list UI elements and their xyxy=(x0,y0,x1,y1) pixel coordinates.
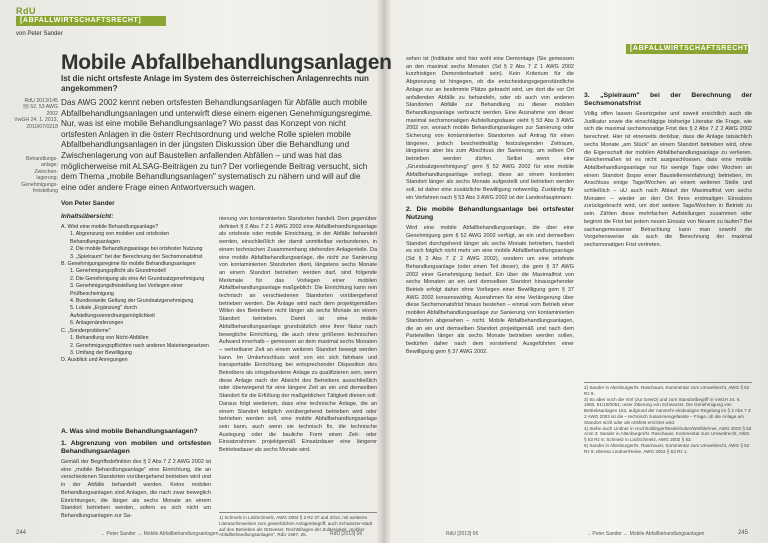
issue-footer: RdU [2013] 06 xyxy=(330,531,363,537)
column-c xyxy=(406,56,574,528)
subsection-heading: 3. „Spielraum" bei der Berechnung der Sechsmonatsfrist xyxy=(584,92,752,107)
keyword: Genehmigungs- xyxy=(21,181,58,188)
column-d xyxy=(584,88,752,373)
toc-item: 2. Die Genehmigung als eine Art Grundsatzgenehmigung xyxy=(70,275,205,282)
toc-item: 3. „Spielraum" bei der Berechnung der Sechsmonatsfrist xyxy=(70,253,203,260)
paragraph: Gemäß der Begriffsdefinition des § 2 Abs 7 Z 2 AWG 2002 ist eine „mobile Behandlungsanlage" eine Einrichtung, die an verschiedenen Standorten vorübergehend betrieben wird und in der Abfälle behandelt werden. Keine mobilen Behandlungsanlagen sind Anlagen, die nach zwar beweglich Einrichtungen, die länger als sechs Monate an einem Standort betrieben werden, sofern es sich nicht um Behandlungsanlagen zur Sa- xyxy=(61,459,211,519)
running-footer: → Peter Sander ↔ Mobile Abfallbehandlungsanlagen xyxy=(100,531,219,537)
paragraph: Wird eine mobile Abfallbehandlungsanlage, die über eine Genehmigung gem § 52 AWG 2002 verfügt, an ein und demselben Standort durchgehend länger als sechs Monate betrieben, handelt es sich folglich nicht mehr um eine mobile Abfallbehandlungsanlage (Sd § 2 Abs 7 Z 2 AWG 2002), sondern um eine ortsfeste Behandlungsanlage (oder einen Teil dieser), die gem § 37 AWG 2002 einer Genehmigung bedarf. Ein über die Maximalfrist von sechs Monaten an ein und demselben Standort hinausgehender Betrieb erfolgt daher ohne Vorliegen einer Bewilligung gem § 37 AWG 2002 konsenswidrig. Ausnahmen für eine Verlängerung über diese Sechsmonatsfrist hinaus bestehen – einmal vom Betrieb einer mobilen Abfallbehandlungsanlage zur Sanierung von kontaminierten Standorten abgesehen – nicht. Mobile Abfallbehandlungsanlagen, die an ein und demselben Standort projektgemäß und nach dem Parteiwillen länger als sechs Monate betrieben werden sollen, bedürfen daher nach dem vorstehend Ausgeführten einer Bewilligung gem § 37 AWG 2002. xyxy=(406,225,574,355)
article-lead: Das AWG 2002 kennt neben ortsfesten Behandlungsanlagen für Abfälle auch mobile Abfallbehandlungsanlagen und unterwirft diese einem eigenen Genehmigungsregime. Nur, was ist eine mobile Behandlungsanlage? Wo passt das Konzept von nicht ortsfesten Anlagen in die österr Rechtsordnung und welche Rolle spielen mobile Abfallbehandlungsanlagen in der jüngsten Diskussion über die Behandlung und Zwischenlagerung von auf Baustellen anfallenden Abfällen – und was hat das möglicherweise mit ALSAG-Beiträgen zu tun? Der vorliegende Beitrag versucht, sich dem Thema „mobile Behandlungsanlagen" systematisch zu nähern und will auf die eine oder andere Frage einen Antwortversuch wagen. xyxy=(61,98,373,192)
running-footer: → Peter Sander ↔ Mobile Abfallbehandlungsanlagen xyxy=(586,531,705,537)
toc-item: 1. Abgrenzung von mobilen und ortsfesten Behandlungsanlagen xyxy=(70,231,170,245)
toc-item: 3. Genehmigungsfreistellung bei Vorliegen einer Prüfbescheinigung xyxy=(70,283,183,297)
toc-item: 1. Genehmigungspflicht als Grundmodell xyxy=(70,268,166,275)
keyword: Behandlungs- xyxy=(25,156,58,162)
paragraph: nierung von kontaminierten Standorten handelt. Dem gegenüber definiert § 2 Abs 7 Z 1 AWG 2002 eine Abfallbehandlungsanlage als ortsfeste oder mobile Einrichtung, in der Abfälle behandelt werden, einschließlich der damit unmittelbar verbundenen, in einem technischen Zusammenhang stehenden Anlagenteile. Da eine mobile Abfallbehandlungsanlage, die nicht zur Sanierung von kontaminierten Standorten dient, längstens sechs Monate an einem Standort betrieben werden darf, sind folgende Merkmale für das Vorliegen einer mobilen Abfallbehandlungsanlage maßgeblich: Die Einrichtung kann rein technisch an verschiedenen Standorten vorübergehend betrieben werden. Die Anlage wird nach dem projektgemäßen Willen des Betreibers nicht länger als sechs Monate an einem Standort betrieben. Damit ist eine mobile Abfallbehandlungsanlage grundsätzlich eine ihrer Natur nach bewegliche Einrichtung, die auch ohne größeren technischen Aufwand innerhalb – gemessen an dem maximal sechs Monaten – vertretbarer Zeit an einem weiteren Standort bewegt werden kann. Im Umkehrschluss wird von ein sich fahrbare und transportable Einrichtung bei entsprechender Disposition des Betreibers als ortsgebundene Anlage zu qualifizieren sein, wenn diese Anlage nach der Absicht des Betreibers ausschließlich oder überwiegend für eine längere Zeit an ein und demselben Standort für die Erfüllung der maßgeblichen Tätigkeit dienen soll. Daraus folgt wiederum, dass eine technische Anlage, die an einem Standort lediglich vorübergehend betrieben wird oder betrieben werden soll, eine mobile Abfallbehandlungsanlage sein kann, auch wenn sie technisch fix, die technische Auslegung oder die bauliche Form einen Zeit- oder Einsatzrahmen projektgemäß Einsatzdauer eine längerer Betriebsdauer als sechs Monate wird. xyxy=(219,216,377,454)
meta-line: VwGH 24. 1. 2013, 2010/07/0218 xyxy=(14,117,58,130)
page-number: 244 xyxy=(16,530,27,536)
keyword: lagerung; xyxy=(36,175,58,182)
meta-line: RdU 2013/145 xyxy=(24,98,58,104)
footnotes: 2) Sander in Altenburger/N. Raschauer, Kommentar zum Umweltrecht, AWG § 52 Rz 9. 3) So aber noch die Vorl (zur GewO) und zum Standortbegriff in VwGH 24. 6. 1980, 91/10/0051; unter Zitierung von Schwarzer, Die Genehmigung von Betriebsanlagen 162, aufgrund der nunmehr eindeutigen Regelung im § 2 Abs 7 Z 2 AWG 2002 ist die – technisch zusammengefasste – Frage, ob die Anlage am Standort nicht oder als ortsfest errichtet wird. 4) Siehe auch Lindner in Hochholdinger/Niederhuber/Wolfslehner, AWG 2002 § 53 Anm 3; Sander in Altenburger/N. Raschauer, Kommentar zum Umweltrecht, AWG § 53 Rz 6; Schmelz in Lisi/Schmelz, AWG 2002 § 53. 5) Sander in Altenburger/N. Raschauer, Kommentar zum Umweltrecht, AWG § 52 Rz 9; ebenso Lindner/Heine, AWG 2002 § 53 Rz 1. xyxy=(584,382,752,522)
meta-line: §§ 52, 53 AWG 2002 xyxy=(23,104,58,117)
section-heading: A. Was sind mobile Behandlungsanlagen? xyxy=(61,428,198,435)
subsection-heading: 2. Die mobile Behandlungsanlage bei ortsfester Nutzung xyxy=(406,206,574,222)
toc-item: 1. Behandlung von Nicht-Abfällen xyxy=(70,335,149,342)
journal-logo: RdU xyxy=(16,6,36,16)
footnote: 1) Schmelz in Lisi/Schmelz, AWG 2002 § 2 Rz 37 und 2014, mit weiteren Literaturhinweisen zum gewerblichen Anlagenbegriff; auch Schwarzer-stadt auf den Betrieben als Ortsveser, Rechtsfragen der Zulässigkeit „mobiler Abfallbehandlungsanlagen", RdU 1997, 25. xyxy=(219,512,377,526)
article-title: Mobile Abfallbehandlungsanlagen xyxy=(61,51,392,74)
keyword: freistellung xyxy=(32,188,58,195)
paragraph: Völlig offen lassen Gesetzgeber und soweit ersichtlich auch die Judikatur sowie die einschlägige bisherige Literatur die Frage, wie sich die maximal sechsmonatige Frist des § 2 Abs 7 Z 2 AWG 2002 berechnet. Hier ist einerseits denkbar, dass die Anlage tatsächlich sechs Monate „am Stück" an einem Standort betrieben wird, ohne die Eigenschaft der mobilen Abfallbehandlungsanlage zu verlieren. Gleichermaßen ist es nicht ausgeschlossen, dass eine mobile Abfallbehandlungsanlage nur für wenige Tage oder Wochen an einem Standort (bspw einer Baustellenreinfahrung) betrieben, im Anschluss einige Tage/Wochen an einem weiteren Stelle und schließlich – uU auch nach Ablauf der Maximalfrist von sechs Monaten – wieder an den Ort ihres erstmaligen Einsatzes zurückgebracht wird, um dort weitere Tage/Wochen in Betrieb zu sein. Zählen diese mehrfachen Aufstellungen zusammen oder beginnt die Frist bei jedem neuen Einsatz von Neuem zu laufen? Bei sachangemessener Betrachtung kann man sowohl die Vorgehensweise als auch die Berechnung der maximal sechsmonatigen Frist vertreten. xyxy=(584,111,752,248)
paragraph: sehen ist (Indikator wird hier wohl eine Demontage (Sie gemessen an den maximal sechs Monaten (Sd § 2 Abs 7 Z 1 AWG 2002 kurzfristigen Demontierbarkeit sein). Kein Kriterium für die Abgrenzung ist hingegen, ob die entscheidungsgegenständliche Anlage nur an bestimmte Plätze gebracht wird, um dort die vor Ort anfallenden Abfälle zu behandeln, oder ob auch von anderen Standorten Abfälle zur Behandlung zu dieser mobilen Behandlungsanlage verbracht werden. Eine Ausnahme von dieser maximal sechsmonatigen Aufstellungsdauer sieht § 53 Abs 3 AWG 2002 vor, wonach mobile Behandlungsanlagen zur Sanierung oder Sicherung von kontaminierten Standorten auf Antrag für einen längeren, jedoch bescheidmäßig festzulegenden Zeitraum, längstens aber bis zum Abschluss der Sanierung, am selben Ort betrieben werden dürfen. Selbst wenn eine „Grundsatzgenehmigung" gem § 52 AWG 2002 für eine mobile Abfallbehandlungsanlage vorliegt, diese an einem konkreten Standort länger als sechs Monate aufgestellt und betrieben werden soll, ist daher eine zusätzliche Bewilligung notwendig. Zuständig für ein Verfahren nach § 53 Abs 3 AWG 2002 ist der Landeshauptmann. xyxy=(406,56,574,201)
toc-item: D. Ausblick und Anregungen xyxy=(61,357,128,364)
toc-item: 5. Lokale „Ergänzung" durch Aufstellungsverordnungsmöglichkeit xyxy=(70,305,155,319)
page-number: 245 xyxy=(737,530,748,536)
keywords-meta xyxy=(14,156,58,194)
subsection-heading: 1. Abgrenzung von mobilen und ortsfesten Behandlungsanlagen xyxy=(61,440,211,455)
toc-item: 6. Anlagenänderungen xyxy=(70,320,124,327)
toc-item: B. Genehmigungsregime für mobile Behandlungsanlagen xyxy=(61,261,196,268)
toc-item: 4. Bundesweite Geltung der Grundsatzgenehmigung xyxy=(70,298,194,305)
toc-heading: Inhaltsübersicht: xyxy=(61,213,114,220)
toc-item: A. Wird eine mobile Behandlungsanlage? xyxy=(61,224,159,230)
citation-meta xyxy=(14,98,58,130)
table-of-contents xyxy=(61,224,211,365)
section-band: [ABFALLWIRTSCHAFTSRECHT] xyxy=(626,44,748,54)
keyword: Zwischen- xyxy=(34,168,58,175)
toc-item: 2. Genehmigungspflichten nach anderen Materiengesetzen xyxy=(70,342,209,349)
toc-item: 3. Umfang der Bewilligung xyxy=(70,349,132,356)
section-band: [ABFALLWIRTSCHAFTSRECHT] xyxy=(16,16,166,26)
author-top: von Peter Sander xyxy=(16,31,63,37)
column-b xyxy=(219,216,377,512)
column-a xyxy=(61,424,211,520)
toc-item: C. „Sonderprobleme" xyxy=(61,327,111,334)
keyword: anlage; xyxy=(40,162,58,169)
byline: Von Peter Sander xyxy=(61,200,115,207)
toc-item: 2. Die mobile Behandlungsanlage bei ortsfester Nutzung xyxy=(70,246,203,253)
article-subtitle: Ist die nicht ortsfeste Anlage im System des österreichischen Anlagenrechts nun angekommen? xyxy=(61,74,369,93)
issue-footer: RdU [2013] 06 xyxy=(446,531,479,537)
right-page xyxy=(386,0,768,543)
